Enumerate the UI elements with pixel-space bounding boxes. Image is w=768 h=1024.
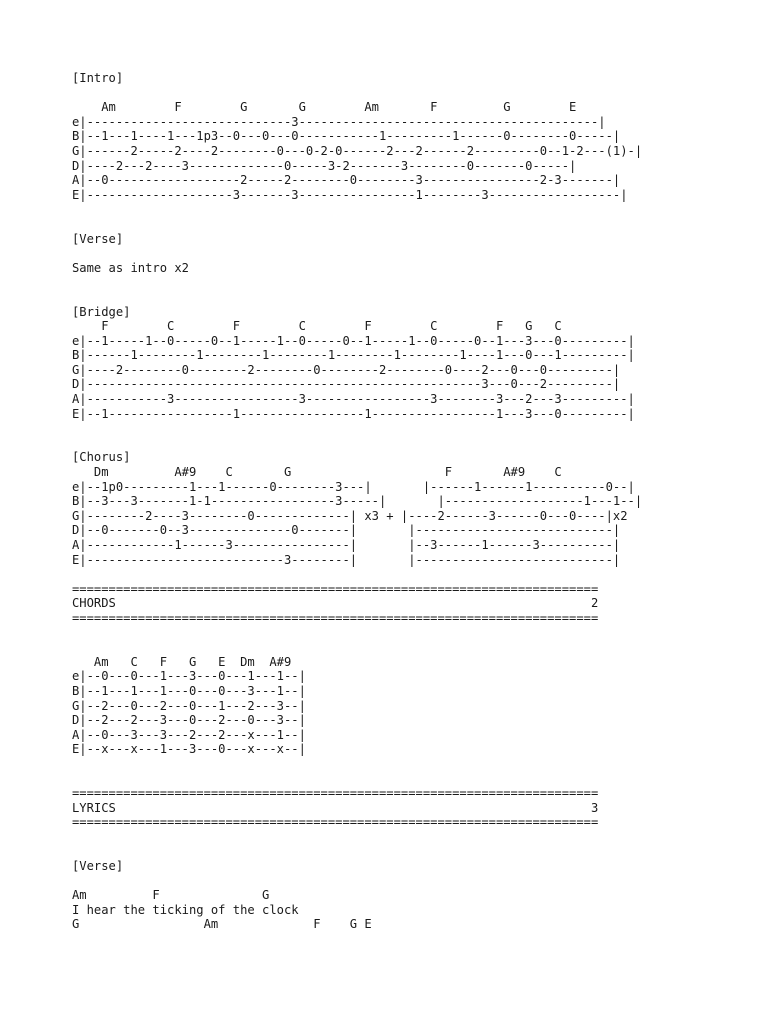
line: G|----2--------0--------2--------0--------2--------0----2---0---0---------|: [72, 362, 621, 377]
line: Am F G: [72, 888, 270, 903]
line: G|------2-----2----2--------0---0-2-0------2---2------2---------0--1-2---(1)-|: [72, 143, 643, 158]
line: G Am F G E: [72, 917, 372, 932]
line: [72, 830, 642, 845]
line: LYRICS 3: [72, 800, 599, 815]
line: [Verse]: [72, 231, 124, 246]
line: [Intro]: [72, 71, 124, 85]
line: [72, 421, 642, 436]
line: e|--1-----1--0-----0--1-----1--0-----0--1-----1--0-----0--1---3---0---------|: [72, 333, 635, 348]
line: ========================================================================: [72, 815, 599, 830]
line: ========================================================================: [72, 581, 599, 596]
line: I hear the ticking of the clock: [72, 902, 299, 917]
line: [72, 246, 642, 261]
line: E|--1-----------------1-----------------1-----------------1---3---0---------|: [72, 406, 635, 421]
line: [72, 626, 642, 641]
line: B|--3---3-------1-1-----------------3-----| |-------------------1---1--|: [72, 494, 643, 509]
line: [72, 86, 642, 101]
line: E|--x---x---1---3---0---x---x--|: [72, 742, 306, 757]
line: [72, 874, 642, 889]
line: [Chorus]: [72, 450, 131, 465]
tab-sheet: [72, 71, 642, 932]
line: [72, 844, 642, 859]
line: [72, 275, 642, 290]
line: D|--0-------0--3--------------0-------| |---------------------------|: [72, 523, 621, 538]
line: A|-----------3-----------------3-----------------3--------3---2---3---------|: [72, 392, 635, 407]
line: [72, 772, 642, 787]
line: D|----2---2----3-------------0-----3-2-------3--------0-------0-----|: [72, 158, 577, 173]
line: Am F G G Am F G E: [72, 100, 577, 115]
line: Am C F G E Dm A#9: [72, 654, 292, 669]
line: [72, 202, 642, 217]
line: B|--1---1----1---1p3--0---0---0-----------1---------1------0--------0-----|: [72, 129, 621, 144]
line: A|--0------------------2-----2--------0--------3----------------2-3-------|: [72, 173, 621, 188]
line: D|------------------------------------------------------3---0---2---------|: [72, 377, 621, 392]
line: E|---------------------------3--------| |---------------------------|: [72, 552, 621, 567]
line: E|--------------------3-------3----------------1--------3------------------|: [72, 187, 628, 202]
line: [72, 217, 642, 232]
line: G|--------2----3--------0-------------| x3 + |----2------3------0---0----|x2: [72, 508, 628, 523]
line: D|--2---2---3---0---2---0---3--|: [72, 713, 306, 728]
line: [72, 757, 642, 772]
line: B|--1---1---1---0---0---3---1--|: [72, 683, 306, 698]
line: Dm A#9 C G F A#9 C: [72, 465, 562, 480]
line: A|--0---3---3---2---2---x---1--|: [72, 727, 306, 742]
line: F C F C F C F G C: [72, 319, 562, 334]
line: ========================================================================: [72, 610, 599, 625]
line: [72, 640, 642, 655]
line: [72, 290, 642, 305]
line: [Verse]: [72, 859, 124, 874]
line: [72, 567, 642, 582]
line: Same as intro x2: [72, 260, 189, 275]
line: e|--0---0---1---3---0---1---1--|: [72, 669, 306, 684]
line: [72, 436, 642, 451]
line: B|------1--------1--------1--------1--------1--------1----1---0---1---------|: [72, 348, 635, 363]
line: ========================================================================: [72, 786, 599, 801]
line: G|--2---0---2---0---1---2---3--|: [72, 698, 306, 713]
line: CHORDS 2: [72, 596, 599, 611]
line: [Bridge]: [72, 304, 131, 319]
line: A|------------1------3----------------| |--3------1------3----------|: [72, 538, 621, 552]
line: e|--1p0---------1---1------0--------3---| |------1------1----------0--|: [72, 479, 635, 494]
line: e|----------------------------3-----------------------------------------|: [72, 114, 606, 129]
